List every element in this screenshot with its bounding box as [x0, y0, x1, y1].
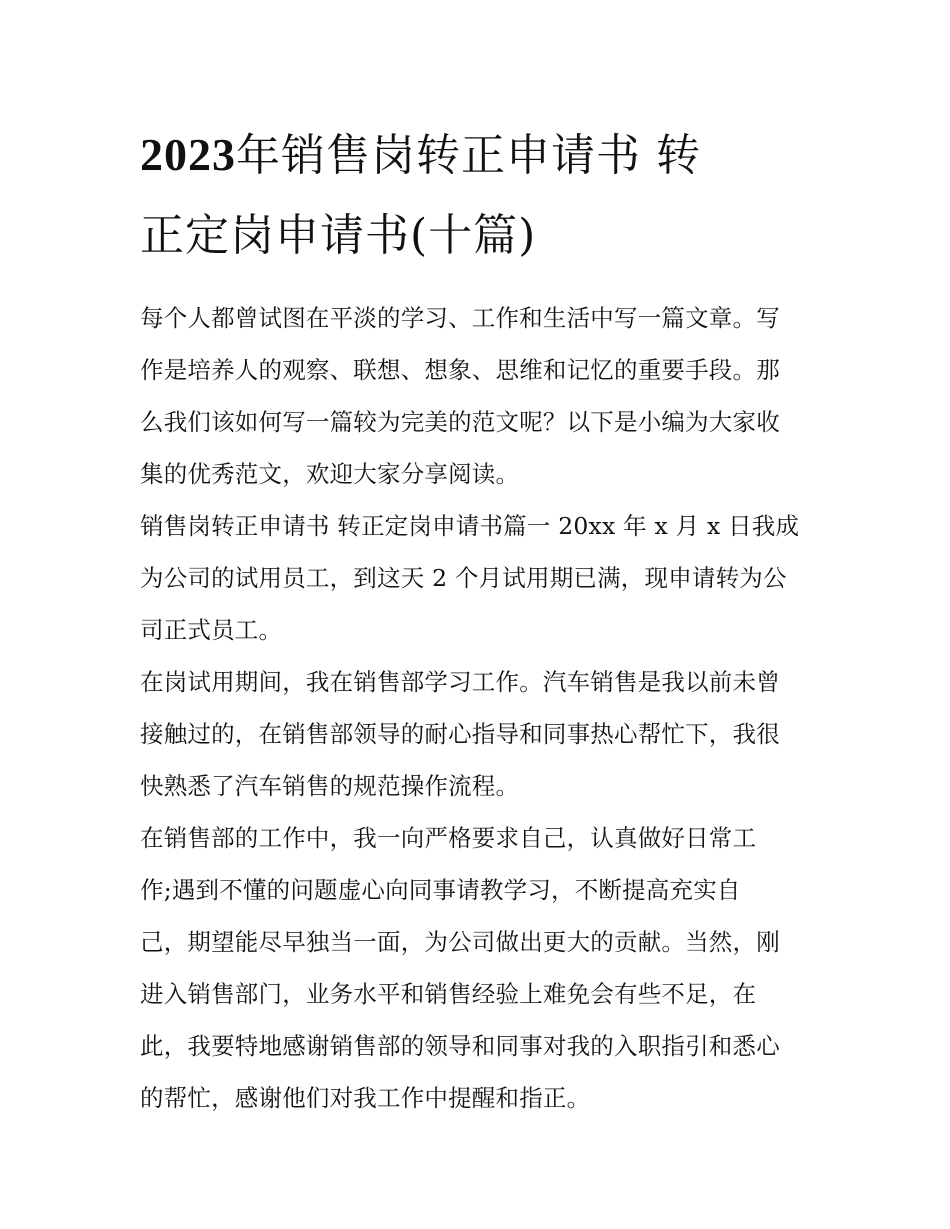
text-line: 集的优秀范文，欢迎大家分享阅读。 — [140, 460, 520, 488]
title-line-1-text: 年销售岗转正申请书 转 — [236, 130, 701, 181]
paragraph-application — [140, 500, 820, 656]
text-line: 么我们该如何写一篇较为完美的范文呢？以下是小编为大家收 — [140, 408, 780, 436]
paragraph-intro — [140, 292, 820, 500]
document-title — [140, 115, 820, 276]
text-line: 在销售部的工作中，我一向严格要求自己，认真做好日常工 — [140, 824, 757, 852]
text-line: 此，我要特地感谢销售部的领导和同事对我的入职指引和悉心 — [140, 1032, 780, 1060]
paragraph-work — [140, 812, 820, 1124]
text-line: 的帮忙，感谢他们对我工作中提醒和指正。 — [140, 1084, 591, 1112]
text-line: 作是培养人的观察、联想、想象、思维和记忆的重要手段。那 — [140, 356, 780, 384]
paragraph-probation — [140, 656, 820, 812]
text-line: 每个人都曾试图在平淡的学习、工作和生活中写一篇文章。写 — [140, 304, 780, 332]
text-line: 在岗试用期间，我在销售部学习工作。汽车销售是我以前未曾 — [140, 668, 780, 696]
text-line: 快熟悉了汽车销售的规范操作流程。 — [140, 772, 520, 800]
text-line: 己，期望能尽早独当一面，为公司做出更大的贡献。当然，刚 — [140, 928, 780, 956]
text-line: 销售岗转正申请书 转正定岗申请书篇一 20xx 年 x 月 x 日我成 — [140, 512, 800, 540]
text-line: 接触过的，在销售部领导的耐心指导和同事热心帮忙下，我很 — [140, 720, 780, 748]
title-line-1 — [140, 115, 820, 196]
text-line: 司正式员工。 — [140, 616, 283, 644]
text-line: 进入销售部门，业务水平和销售经验上难免会有些不足，在 — [140, 980, 757, 1008]
title-line-2: 正定岗申请书(十篇) — [140, 210, 537, 261]
text-line: 为公司的试用员工，到这天 2 个月试用期已满，现申请转为公 — [140, 564, 787, 592]
document-content — [140, 115, 820, 1124]
text-line: 作;遇到不懂的问题虚心向同事请教学习，不断提高充实自 — [140, 876, 741, 904]
title-year: 2023 — [140, 129, 236, 180]
